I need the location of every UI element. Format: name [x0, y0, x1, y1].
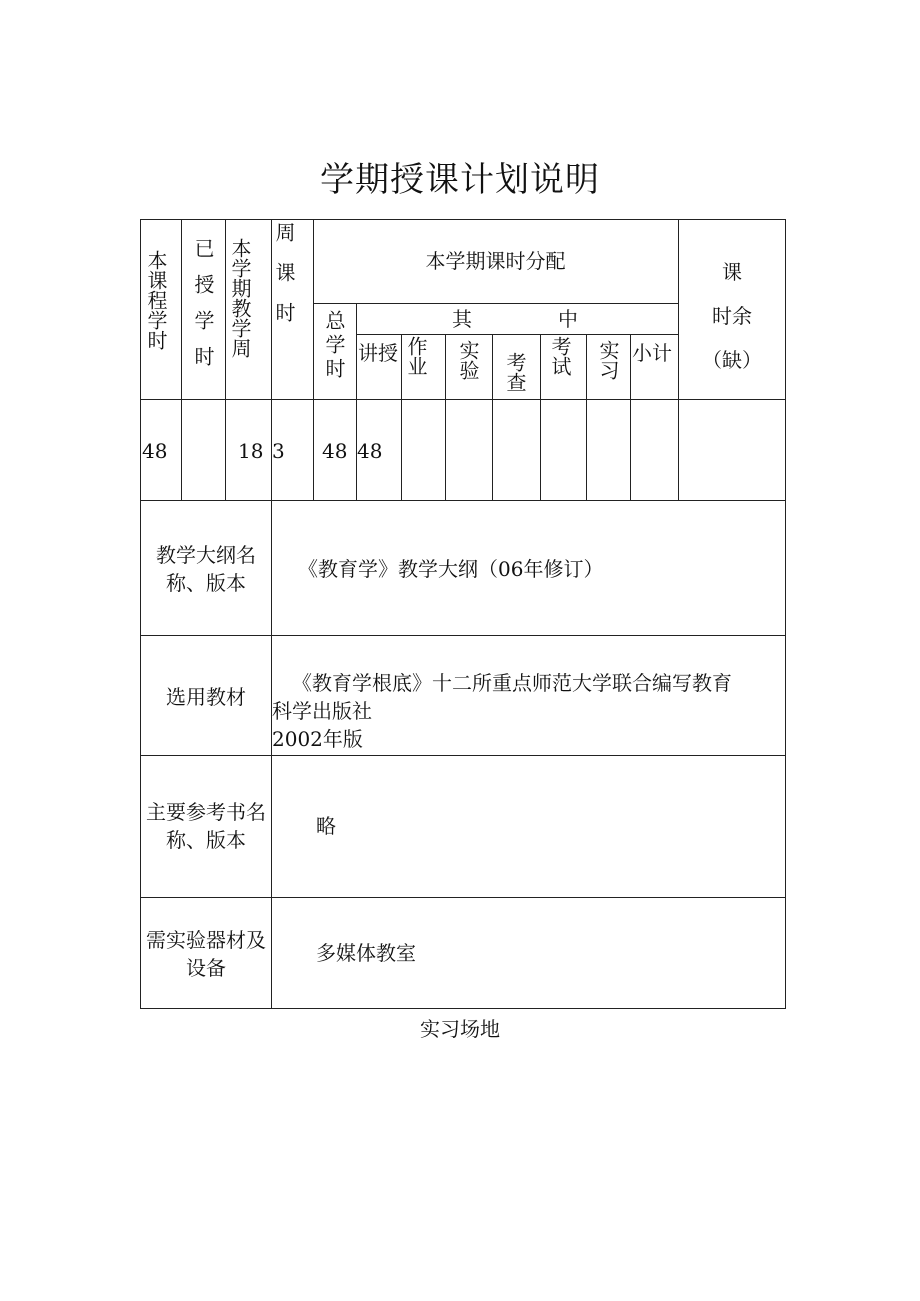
header-weekly-hours: 周课时 [272, 222, 296, 342]
header-remaining-2: 时余 [712, 304, 752, 328]
value-total-hours: 48 [322, 439, 348, 463]
footer-note: 实习场地 [420, 1017, 500, 1041]
references-label: 主要参考书名称、版本 [146, 800, 266, 852]
header-homework: 作业 [404, 336, 428, 376]
page-title: 学期授课计划说明 [320, 160, 600, 200]
header-practice: 实习 [596, 340, 620, 380]
textbook-value-line3: 2002年版 [272, 727, 363, 751]
header-experiment: 实验 [456, 340, 480, 380]
syllabus-label: 教学大纲名称、版本 [156, 543, 256, 595]
references-value: 略 [316, 814, 336, 838]
header-teaching-weeks: 本学期教学周 [228, 238, 252, 358]
header-taught-hours: 已授学时 [191, 238, 215, 382]
header-allocation: 本学期课时分配 [425, 249, 566, 273]
header-subtotal: 小计 [632, 341, 672, 365]
value-lecture: 48 [357, 439, 383, 463]
equipment-label: 需实验器材及设备 [146, 928, 266, 980]
value-weekly-hours: 3 [272, 439, 285, 463]
header-remaining-3: （缺） [702, 348, 762, 372]
header-course-hours: 本课程学时 [144, 250, 168, 350]
textbook-value-line1: 《教育学根底》十二所重点师范大学联合编写教育 [292, 671, 732, 695]
textbook-label: 选用教材 [166, 685, 246, 709]
value-teaching-weeks: 18 [238, 439, 264, 463]
value-course-hours: 48 [142, 439, 168, 463]
textbook-value-line2: 科学出版社 [272, 699, 372, 723]
syllabus-value: 《教育学》教学大纲（06年修订） [298, 557, 604, 581]
header-total-hours: 总学时 [322, 310, 346, 382]
header-among-left: 其 [452, 307, 472, 331]
header-exam: 考试 [548, 336, 572, 376]
header-among-right: 中 [558, 307, 578, 331]
header-lecture: 讲授 [358, 341, 398, 365]
header-assessment: 考查 [503, 352, 527, 392]
equipment-value: 多媒体教室 [316, 941, 416, 965]
header-remaining-1: 课 [722, 260, 742, 284]
